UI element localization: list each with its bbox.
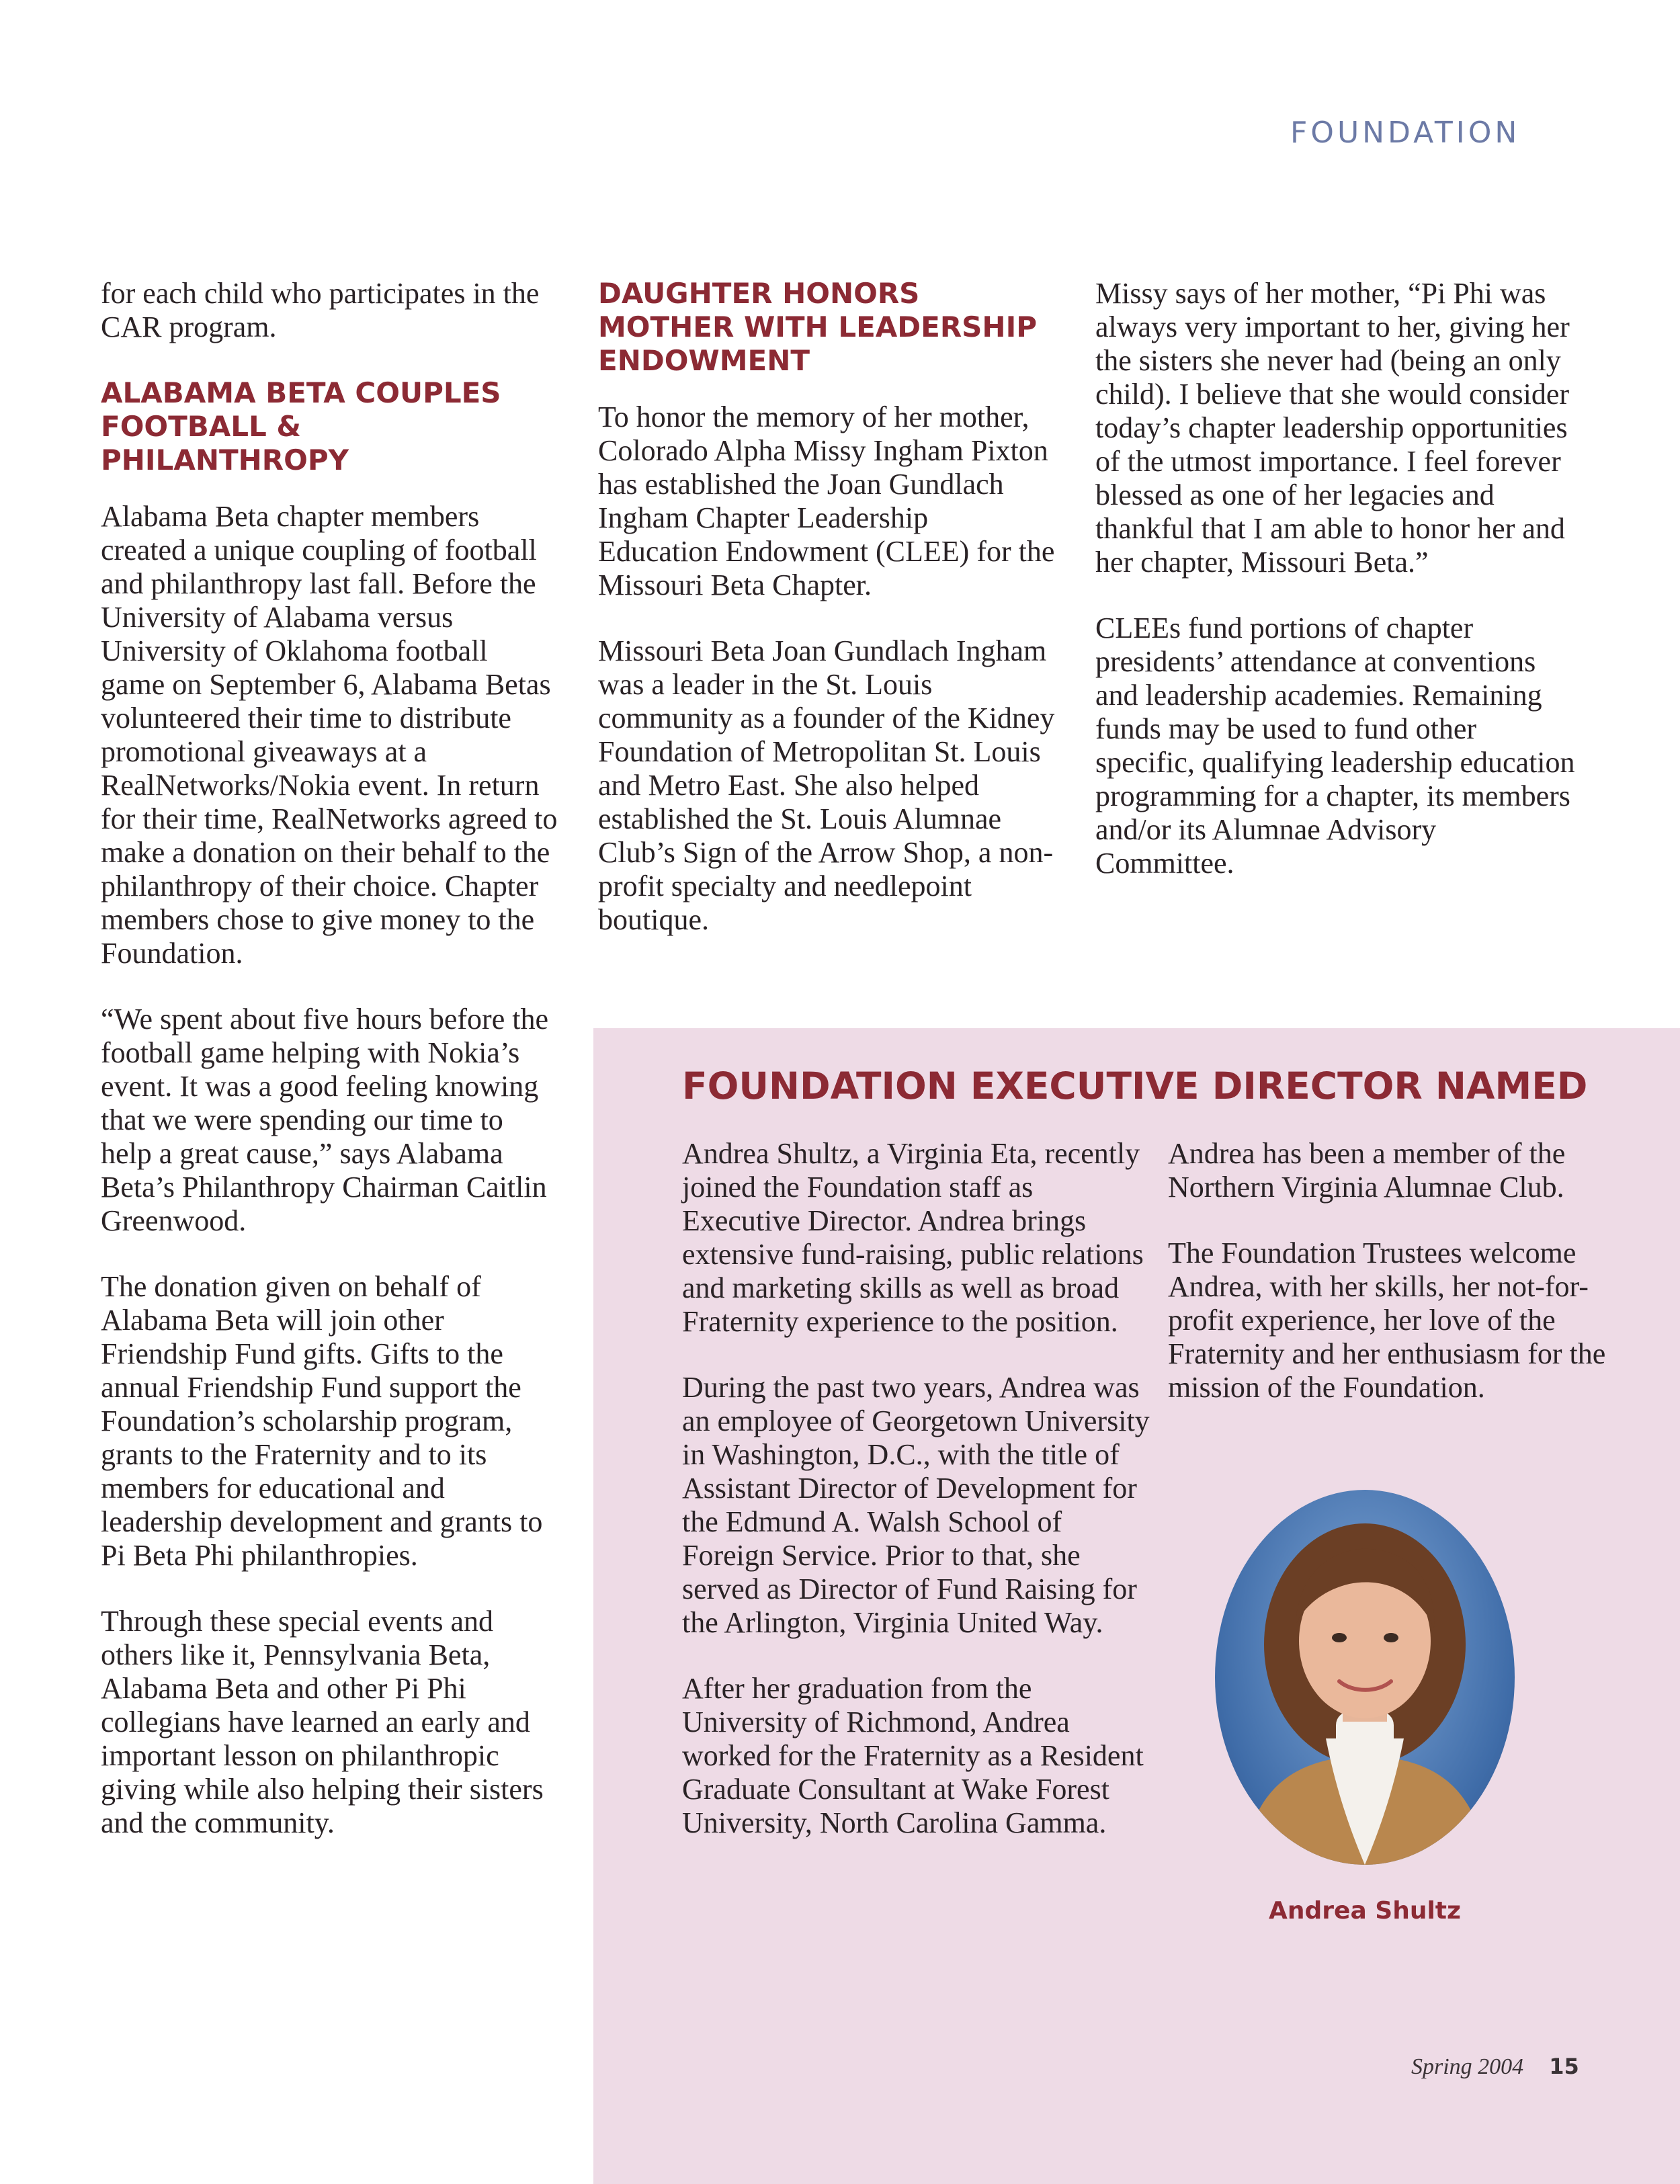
paragraph: for each child who participates in the CAR program. [101, 277, 540, 343]
paragraph: After her graduation from the University of Richmond, Andrea worked for the Fraternity as a Resident Graduate Consultant at Wake Forest University, North Carolina Gamma. [682, 1672, 1144, 1839]
portrait-photo [1215, 1490, 1515, 1865]
sidebar-title: FOUNDATION EXECUTIVE DIRECTOR NAMED [682, 1064, 1588, 1107]
paragraph: During the past two years, Andrea was an employee of Georgetown University in Washington, D.C., with the title of Assistant Director of Development for the Edmund A. Walsh School of Foreign Service. Prior to that, she served as Director of Fund Raising for the Arlington, Virginia United Way. [682, 1371, 1150, 1639]
column-right [1095, 277, 1579, 913]
paragraph: CLEEs fund portions of chapter presidents’ attendance at conventions and leadership academies. Remaining funds may be used to fund other specific, qualifying leadership education programming for a chapter, its members and/or its Alumnae Advisory Committee. [1095, 612, 1575, 880]
paragraph: Andrea Shultz, a Virginia Eta, recently joined the Foundation staff as Executive Director. Andrea brings extensive fund-raising, public relations and marketing skills as well as broad Fraternity experience to the position. [682, 1137, 1144, 1338]
paragraph: Missy says of her mother, “Pi Phi was always very important to her, giving her the sisters she never had (being an only child). I believe that she would consider today’s chapter leadership opportunities of the utmost importance. I feel forever blessed as one of her legacies and thankful that I am able to honor her and her chapter, Missouri Beta.” [1095, 277, 1570, 579]
page-number: 15 [1549, 2054, 1579, 2079]
article-heading: ALABAMA BETA COUPLES FOOTBALL & PHILANTHROPY [101, 376, 501, 476]
sidebar-column-right [1168, 1137, 1638, 1437]
paragraph: To honor the memory of her mother, Colorado Alpha Missy Ingham Pixton has established the Joan Gundlach Ingham Chapter Leadership Education Endowment (CLEE) for the Missouri Beta Chapter. [598, 401, 1055, 601]
paragraph: The Foundation Trustees welcome Andrea, with her skills, her not-for-profit experience, her love of the Fraternity and her enthusiasm for the mission of the Foundation. [1168, 1236, 1606, 1404]
paragraph: The donation given on behalf of Alabama Beta will join other Friendship Fund gifts. Gifts to the annual Friendship Fund support the Foundation’s scholarship program, grants to the Fraternity and to its members for educational and leadership development and grants to Pi Beta Phi philanthropies. [101, 1270, 543, 1572]
paragraph: Through these special events and others like it, Pennsylvania Beta, Alabama Beta and other Pi Phi collegians have learned an early and important lesson on philanthropic giving while also helping their sisters and the community. [101, 1605, 544, 1839]
paragraph: Missouri Beta Joan Gundlach Ingham was a leader in the St. Louis community as a founder of the Kidney Foundation of Metropolitan St. Louis and Metro East. She also helped established the St. Louis Alumnae Club’s Sign of the Arrow Shop, a non-profit specialty and needlepoint boutique. [598, 634, 1055, 936]
paragraph: Andrea has been a member of the Northern Virginia Alumnae Club. [1168, 1137, 1566, 1204]
sidebar-column-left [682, 1137, 1152, 1872]
section-label: FOUNDATION [1290, 116, 1521, 150]
issue-label: Spring 2004 [1411, 2054, 1524, 2079]
page-footer [1411, 2054, 1579, 2080]
column-middle [598, 277, 1055, 969]
photo-caption: Andrea Shultz [1269, 1897, 1461, 1925]
column-left [101, 277, 558, 1872]
article-heading: DAUGHTER HONORS MOTHER WITH LEADERSHIP ENDOWMENT [598, 277, 1037, 377]
paragraph: “We spent about five hours before the football game helping with Nokia’s event. It was a good feeling knowing that we were spending our time to help a great cause,” says Alabama Beta’s Philanthropy Chairman Caitlin Greenwood. [101, 1003, 548, 1237]
paragraph: Alabama Beta chapter members created a unique coupling of football and philanthropy last fall. Before the University of Alabama versus University of Oklahoma football game on September 6, Alabama Betas volunteered their time to distribute promotional giveaways at a RealNetworks/Nokia event. In return for their time, RealNetworks agreed to make a donation on their behalf to the philanthropy of their choice. Chapter members chose to give money to the Foundation. [101, 500, 558, 970]
